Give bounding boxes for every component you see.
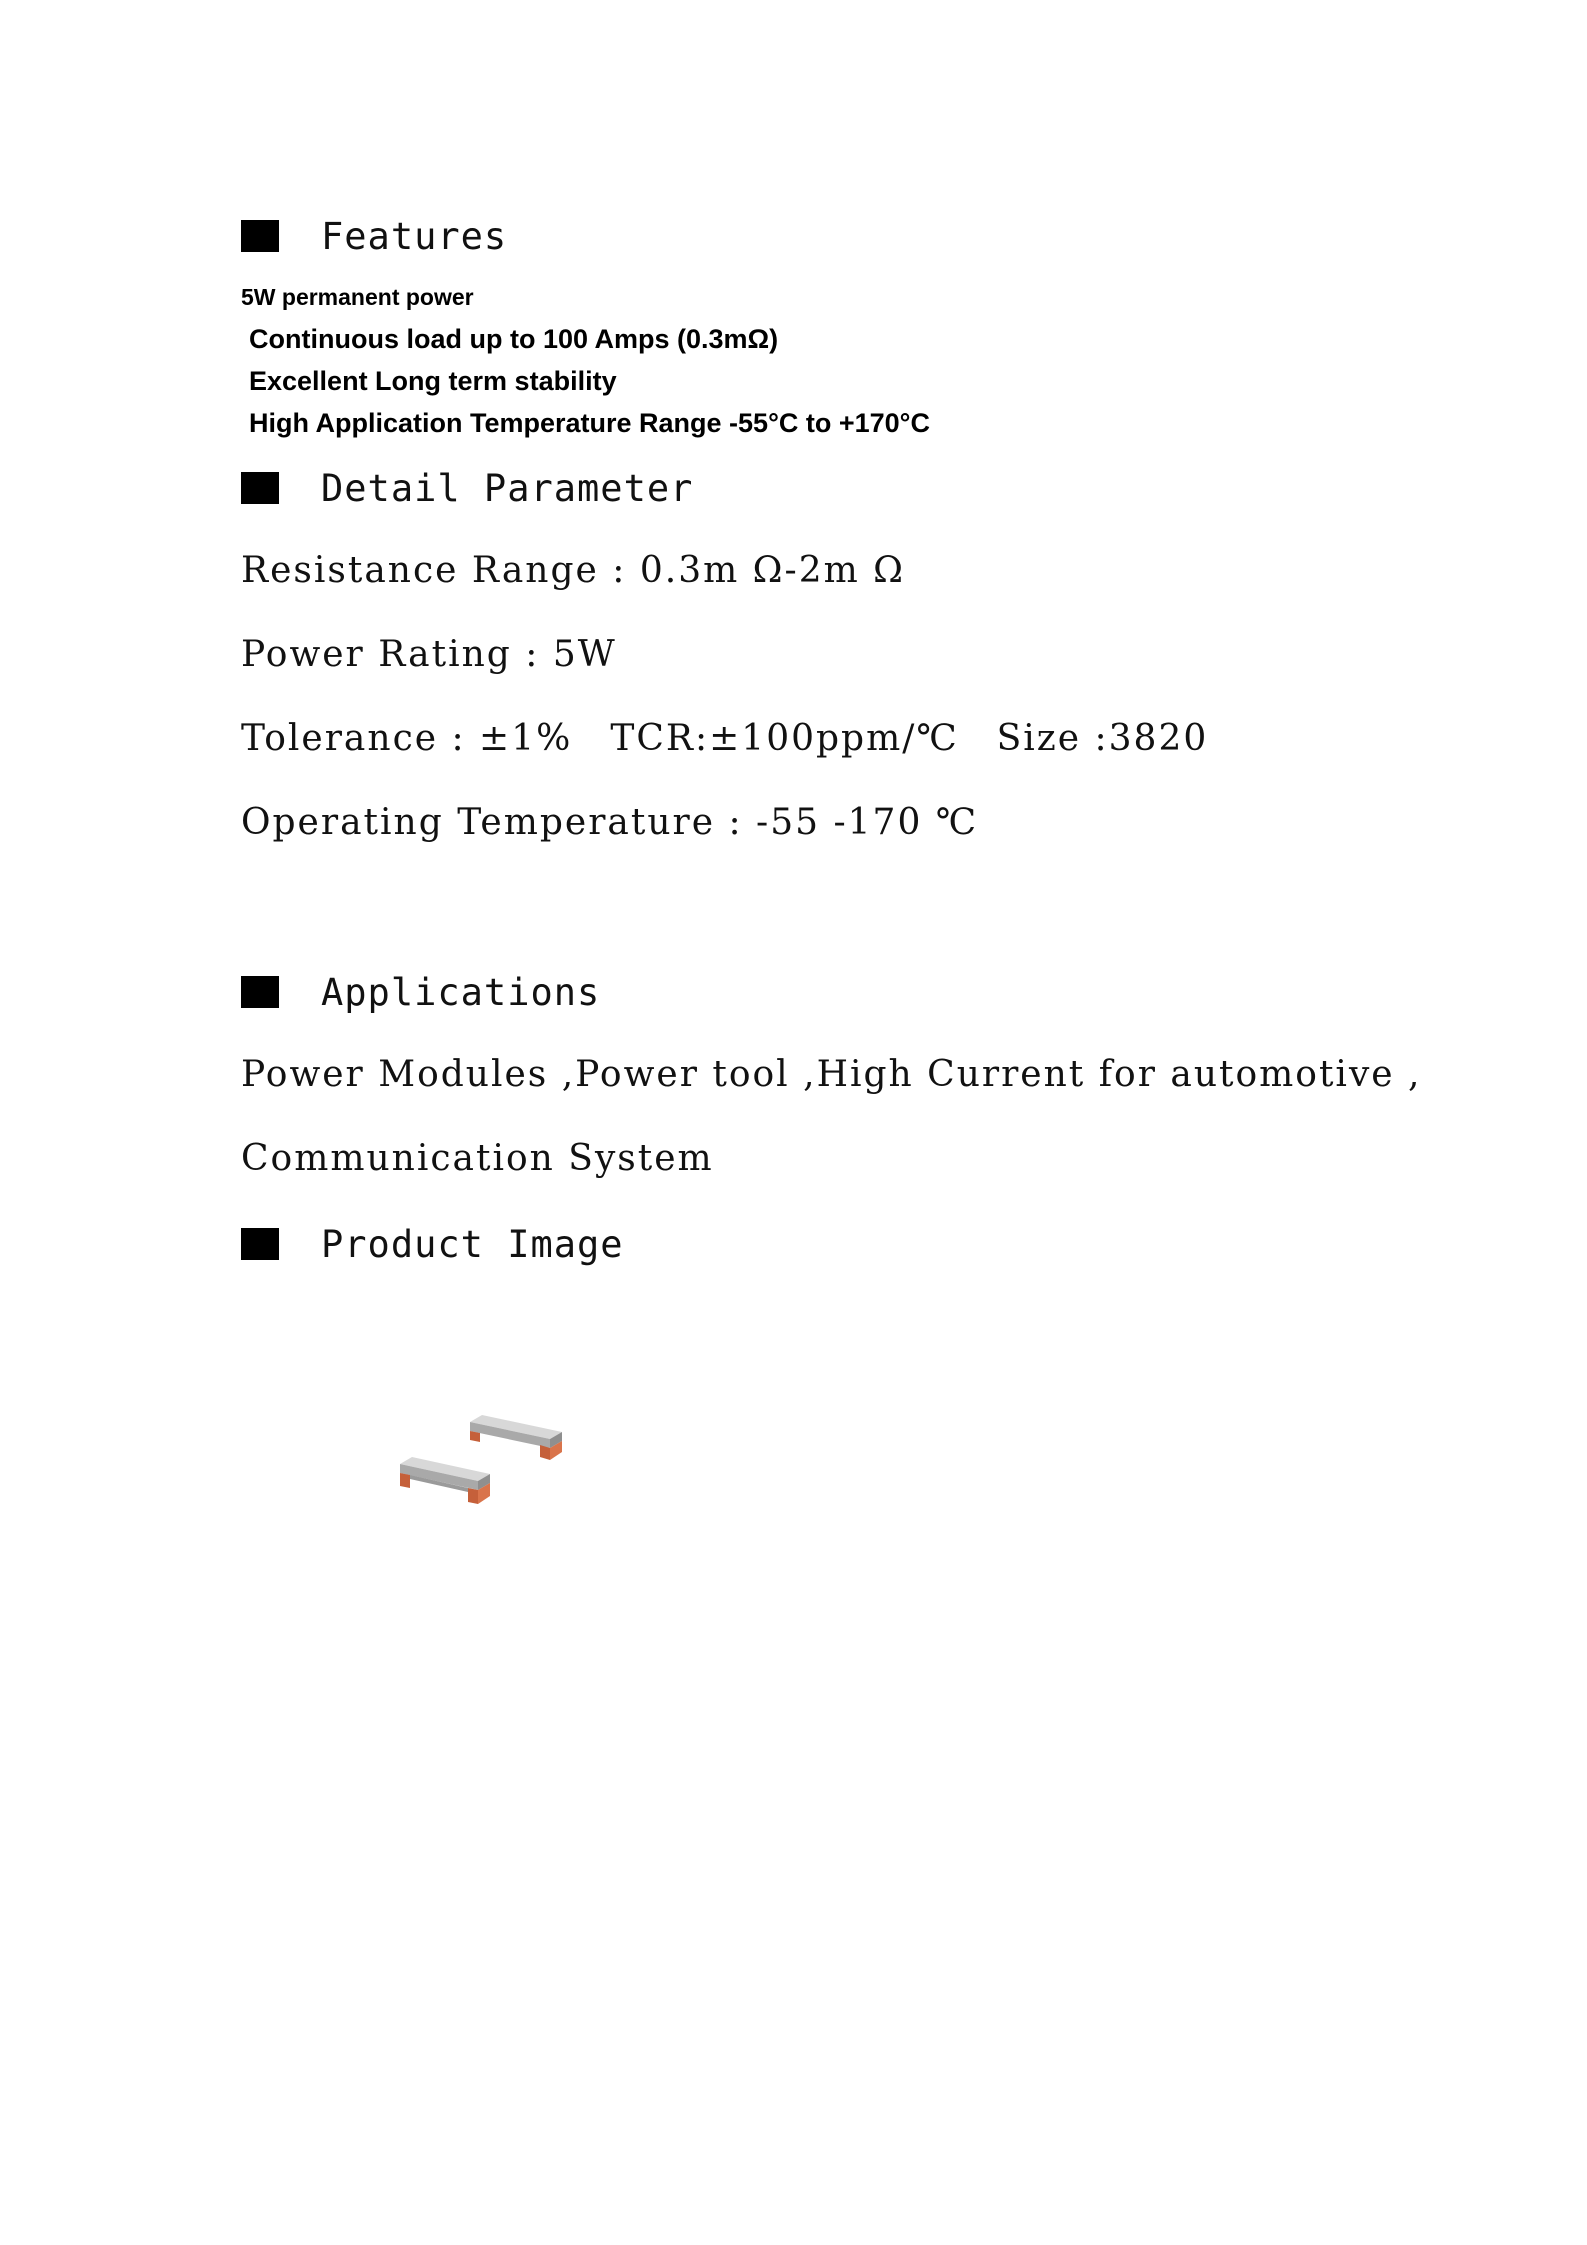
applications-heading-text: Applications xyxy=(321,970,601,1014)
feature-item-temperature-range: High Application Temperature Range -55°C to +170°C xyxy=(249,408,930,438)
tolerance: Tolerance : ±1% xyxy=(241,718,573,759)
tcr: TCR:±100ppm/℃ xyxy=(610,718,959,759)
feature-item-continuous-load: Continuous load up to 100 Amps (0.3mΩ) xyxy=(249,324,779,354)
operating-temperature: Operating Temperature : -55 -170 ℃ xyxy=(241,802,979,843)
applications-line-1: Power Modules ,Power tool ,High Current for automotive , xyxy=(241,1054,1422,1095)
resistor-front xyxy=(400,1457,490,1504)
bullet-square-icon xyxy=(241,976,279,1008)
shunt-resistor-image xyxy=(392,1412,572,1532)
bullet-square-icon xyxy=(241,472,279,504)
size: Size :3820 xyxy=(996,718,1209,759)
product-image-heading xyxy=(241,1224,624,1264)
power-rating: Power Rating : 5W xyxy=(241,634,617,675)
applications-heading xyxy=(241,972,600,1012)
features-heading-text: Features xyxy=(321,214,508,258)
bullet-square-icon xyxy=(241,1228,279,1260)
resistance-range: Resistance Range : 0.3m Ω-2m Ω xyxy=(241,550,906,591)
feature-item-permanent-power: 5W permanent power xyxy=(241,284,474,310)
feature-item-stability: Excellent Long term stability xyxy=(249,366,617,396)
bullet-square-icon xyxy=(241,220,279,252)
tolerance-tcr-size-line xyxy=(241,718,1208,759)
detail-parameter-heading-text: Detail Parameter xyxy=(321,466,694,510)
resistor-rear xyxy=(470,1415,562,1460)
product-image-heading-text: Product Image xyxy=(321,1222,624,1266)
applications-line-2: Communication System xyxy=(241,1138,714,1179)
features-heading xyxy=(241,216,507,256)
detail-parameter-heading xyxy=(241,468,693,508)
